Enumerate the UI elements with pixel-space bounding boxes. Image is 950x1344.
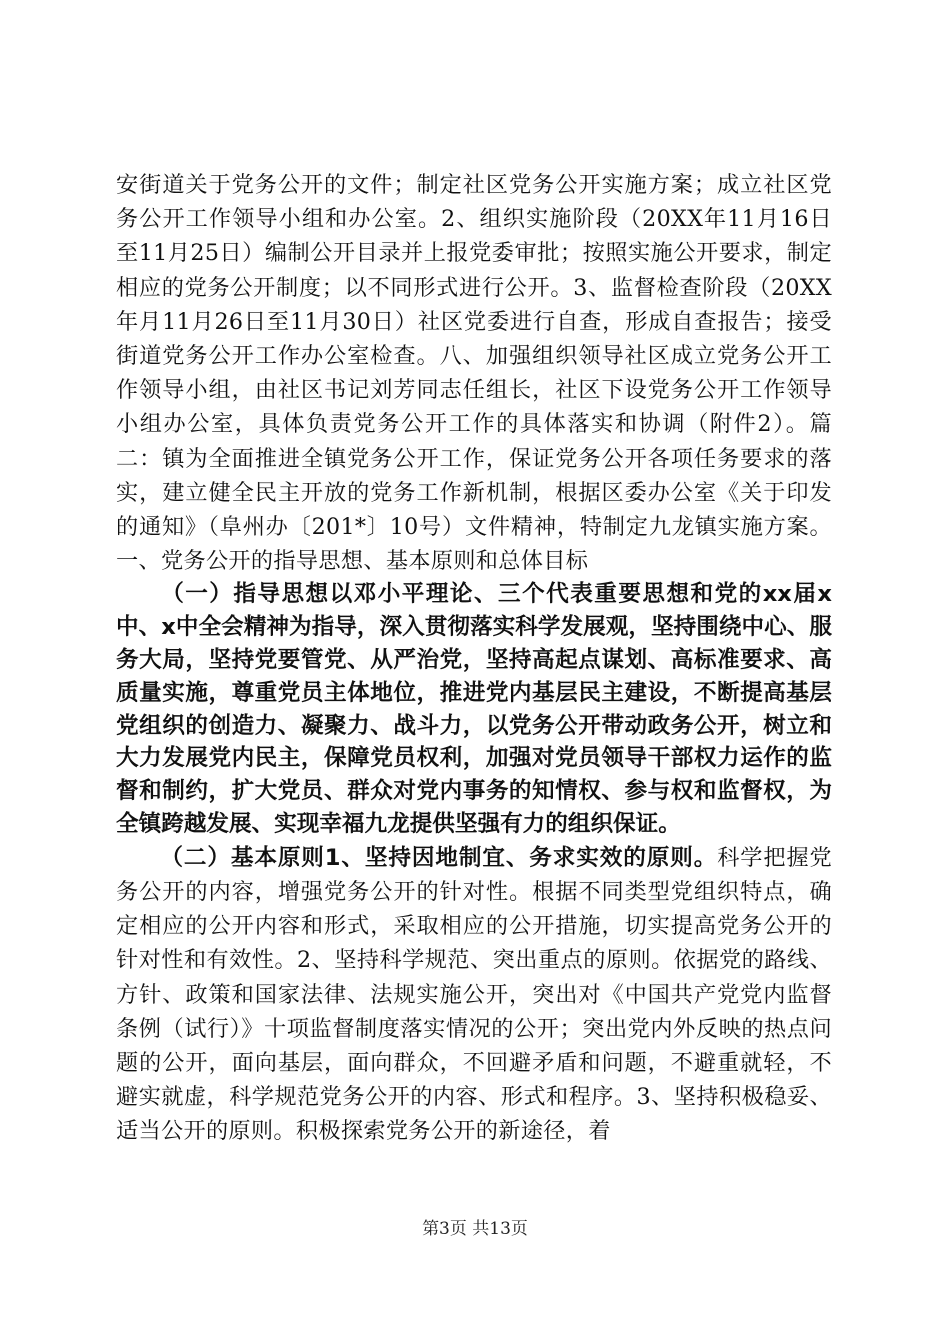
paragraph-implementation-stages: 安街道关于党务公开的文件；制定社区党务公开实施方案；成立社区党务公开工作领导小组和办公室。2、组织实施阶段（20XX年11月16日至11月25日）编制公开目录并上报党委审批；按照实施公开要求，制定相应的党务公开制度；以不同形式进行公开。3、监督检查阶段（20XX年月11月26日至11月30日）社区党委进行自查，形成自查报告；接受街道党务公开工作办公室检查。八、加强组织领导社区成立党务公开工作领导小组，由社区书记刘芳同志任组长，社区下设党务公开工作领导小组办公室，具体负责党务公开工作的具体落实和协调（附件2）。篇二：镇为全面推进全镇党务公开工作，保证党务公开各项任务要求的落实，建立健全民主开放的党务工作新机制，根据区委办公室《关于印发的通知》（阜州办〔201*〕10号）文件精神，特制定九龙镇实施方案。一、党务公开的指导思想、基本原则和总体目标 <box>116 172 832 575</box>
document-body <box>116 168 832 1149</box>
paragraph-basic-principles <box>116 841 832 1149</box>
basic-principles-text: 科学把握党务公开的内容，增强党务公开的针对性。根据不同类型党组织特点，确定相应的公开内容和形式，采取相应的公开措施，切实提高党务公开的针对性和有效性。2、坚持科学规范、突出重点的原则。依据党的路线、方针、政策和国家法律、法规实施公开，突出对《中国共产党党内监督条例（试行）》十项监督制度落实情况的公开；突出党内外反映的热点问题的公开，面向基层，面向群众，不回避矛盾和问题，不避重就轻，不避实就虚，科学规范党务公开的内容、形式和程序。3、坚持积极稳妥、适当公开的原则。积极探索党务公开的新途径，着 <box>116 844 833 1145</box>
page-number-footer: 第3页 共13页 <box>422 1219 528 1239</box>
basic-principles-heading: （二）基本原则1、坚持因地制宜、务求实效的原则。 <box>160 844 718 871</box>
paragraph-guiding-ideology: （一）指导思想以邓小平理论、三个代表重要思想和党的xx届x中、x中全会精神为指导，深入贯彻落实科学发展观，坚持围绕中心、服务大局，坚持党要管党、从严治党，坚持高起点谋划、高标准要求、高质量实施，尊重党员主体地位，推进党内基层民主建设，不断提高基层党组织的创造力、凝聚力、战斗力，以党务公开带动政务公开，树立和大力发展党内民主，保障党员权利，加强对党员领导干部权力运作的监督和制约，扩大党员、群众对党内事务的知情权、参与权和监督权，为全镇跨越发展、实现幸福九龙提供坚强有力的组织保证。 <box>116 581 832 838</box>
